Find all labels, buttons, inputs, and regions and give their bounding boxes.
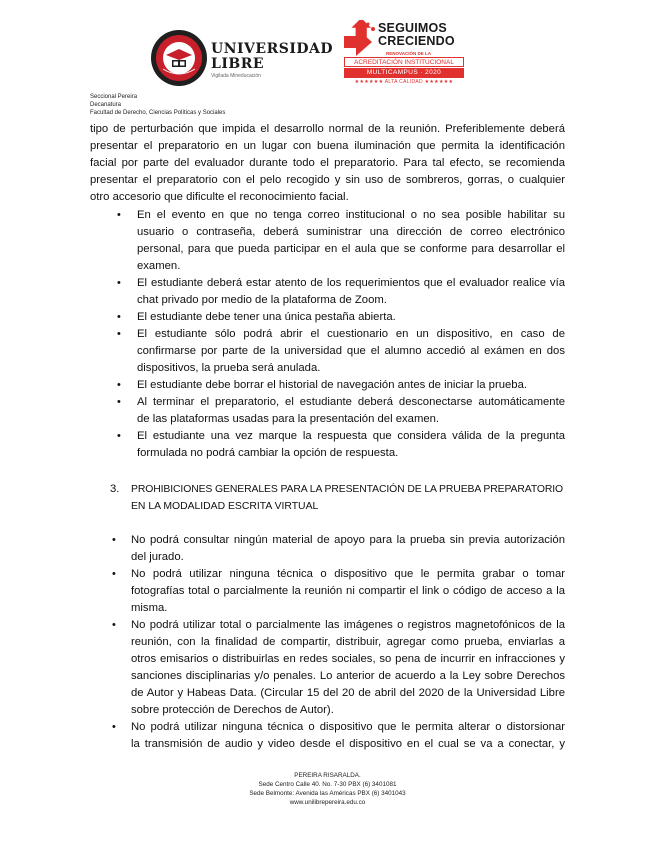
list-item-line: dispositivos, la prueba será anulada. xyxy=(137,362,321,374)
footer-sede-belmonte: Sede Belmonte: Avenida las Américas PBX (6) 3401043 xyxy=(249,790,406,797)
bullet-icon: • xyxy=(117,379,121,391)
list-item-line: del jurado. xyxy=(131,551,184,563)
list-item-line: sobre protección de Derechos de Autor). xyxy=(131,704,334,716)
bullet-icon: • xyxy=(117,209,121,221)
list-item-line: Al terminar el preparatorio, el estudiante deberá desconectarse automáticamente xyxy=(137,396,565,408)
facultad-label: Facultad de Derecho, Ciencias Políticas y Sociales xyxy=(90,110,226,116)
list-item-line: No podrá utilizar total o parcialmente las imágenes o registros magnetofónicos de la xyxy=(131,619,565,631)
bullet-icon: • xyxy=(117,396,121,408)
paragraph-line: tipo de perturbación que impida el desarrollo normal de la reunión. Preferiblemente deberá xyxy=(90,123,565,135)
list-item-line: otros emisarios o distribuirlas en redes sociales, so pena de incurrir en infracciones y xyxy=(131,653,565,665)
list-item-line: No podrá consultar ningún material de apoyo para la prueba sin previa autorización xyxy=(131,534,565,546)
university-name-line1: UNIVERSIDAD xyxy=(211,41,334,57)
list-item-line: formulada no podrá cambiar la opción de respuesta. xyxy=(137,447,399,459)
campaign-multicampus-banner: MULTICAMPUS · 2020 xyxy=(344,68,464,78)
list-item-line: El estudiante deberá estar atento de los requerimientos que el evaluador realice vía xyxy=(137,277,565,289)
list-item-line: examen. xyxy=(137,260,181,272)
university-name-line2: LIBRE xyxy=(211,56,265,72)
paragraph-line: otro accesorio que dificulte el reconocimiento facial. xyxy=(90,191,349,203)
section-title-line2: EN LA MODALIDAD ESCRITA VIRTUAL xyxy=(131,501,319,512)
list-item-line: En el evento en que no tenga correo institucional o no sea posible habilitar su xyxy=(137,209,565,221)
list-item-line: El estudiante sólo podrá abrir el cuestionario en un dispositivo, en caso de xyxy=(137,328,565,340)
university-wordmark xyxy=(211,41,334,79)
bullet-icon: • xyxy=(117,328,121,340)
footer-sede-centro: Sede Centro Calle 40. No. 7-30 PBX (6) 3401081 xyxy=(258,781,397,788)
list-item-line: No podrá utilizar ninguna técnica o dispositivo que le permita grabar o tomar xyxy=(131,568,565,580)
bullet-icon: • xyxy=(112,534,116,546)
list-item-line: fotografías total o parcialmente la reunión ni compartir el link o código de acceso a la xyxy=(131,585,565,597)
footer-website-link[interactable]: www.unilibrepereira.edu.co xyxy=(289,799,366,806)
bullet-icon: • xyxy=(117,311,121,323)
bullet-icon: • xyxy=(117,277,121,289)
paragraph-line: presentar el preparatorio en un lugar con buena iluminación que permita la identificación xyxy=(90,140,565,152)
campaign-quality-text: ★★★★★★ ALTA CALIDAD ★★★★★★ xyxy=(354,79,454,85)
bullet-icon: • xyxy=(112,568,116,580)
paragraph-line: presentar el preparatorio con el pelo recogido y sin uso de sombreros, gorras, o cualquier xyxy=(90,174,565,186)
campaign-accreditation-banner: ACREDITACIÓN INSTITUCIONAL xyxy=(344,57,464,67)
list-item-line: No podrá utilizar ninguna técnica o dispositivo que le permita alterar o distorsionar xyxy=(131,721,565,733)
list-item-line: de las plataformas usadas para la presentación del examen. xyxy=(137,413,440,425)
list-item-line: sanciones disciplinarias y/o penales. Lo anterior de acuerdo a la Ley sobre Derechos xyxy=(131,670,565,682)
section-title-line1: PROHIBICIONES GENERALES PARA LA PRESENTACIÓN DE LA PRUEBA PREPARATORIO xyxy=(131,484,564,495)
campaign-renewal-text: RENOVACIÓN DE LA xyxy=(386,51,431,56)
list-item-line: reunión, con la finalidad de compartir, distribuir, agregar como prueba, enviarlas a xyxy=(131,636,565,648)
list-item-line: personal, para que pueda participar en el aula que se conforme para desarrollar el xyxy=(137,243,565,255)
list-item-line: El estudiante debe tener una única pestaña abierta. xyxy=(137,311,396,323)
footer-city: PEREIRA RISARALDA. xyxy=(294,772,361,779)
paragraph-line: facial por parte del evaluador durante todo el preparatorio. Para tal efecto, se recomienda xyxy=(90,157,565,169)
list-item-line: de Autor y Habeas Data. (Circular 15 del 20 de abril del 2020 de la Universidad Libre xyxy=(131,687,565,699)
decanatura-label: Decanatura xyxy=(90,102,122,108)
campaign-title-line2: CRECIENDO xyxy=(378,34,455,48)
bullet-icon: • xyxy=(112,619,116,631)
list-item-line: confirmarse por parte de la universidad que el alumno accedió al exámen en dos xyxy=(137,345,565,357)
bullet-icon: • xyxy=(117,430,121,442)
list-item-line: El estudiante una vez marque la respuesta que considera válida de la pregunta xyxy=(137,430,565,442)
seccional-label: Seccional Pereira xyxy=(90,94,138,100)
campaign-title-line1: SEGUIMOS xyxy=(378,21,447,35)
university-tagline: Vigilada Mineducación xyxy=(211,73,261,79)
list-item-line: El estudiante debe borrar el historial de navegación antes de iniciar la prueba. xyxy=(137,379,527,391)
list-item-line: la transmisión de audio y video desde el dispositivo en el cual se va a conectar, y xyxy=(131,738,565,750)
list-item-line: chat privado por medio de la plataforma de Zoom. xyxy=(137,294,387,306)
list-item-line: misma. xyxy=(131,602,168,614)
list-item-line: usuario o contraseña, deberá suministrar una dirección de correo electrónico xyxy=(137,226,565,238)
university-seal-logo xyxy=(150,29,208,87)
bullet-icon: • xyxy=(112,721,116,733)
section-number: 3. xyxy=(110,483,120,495)
